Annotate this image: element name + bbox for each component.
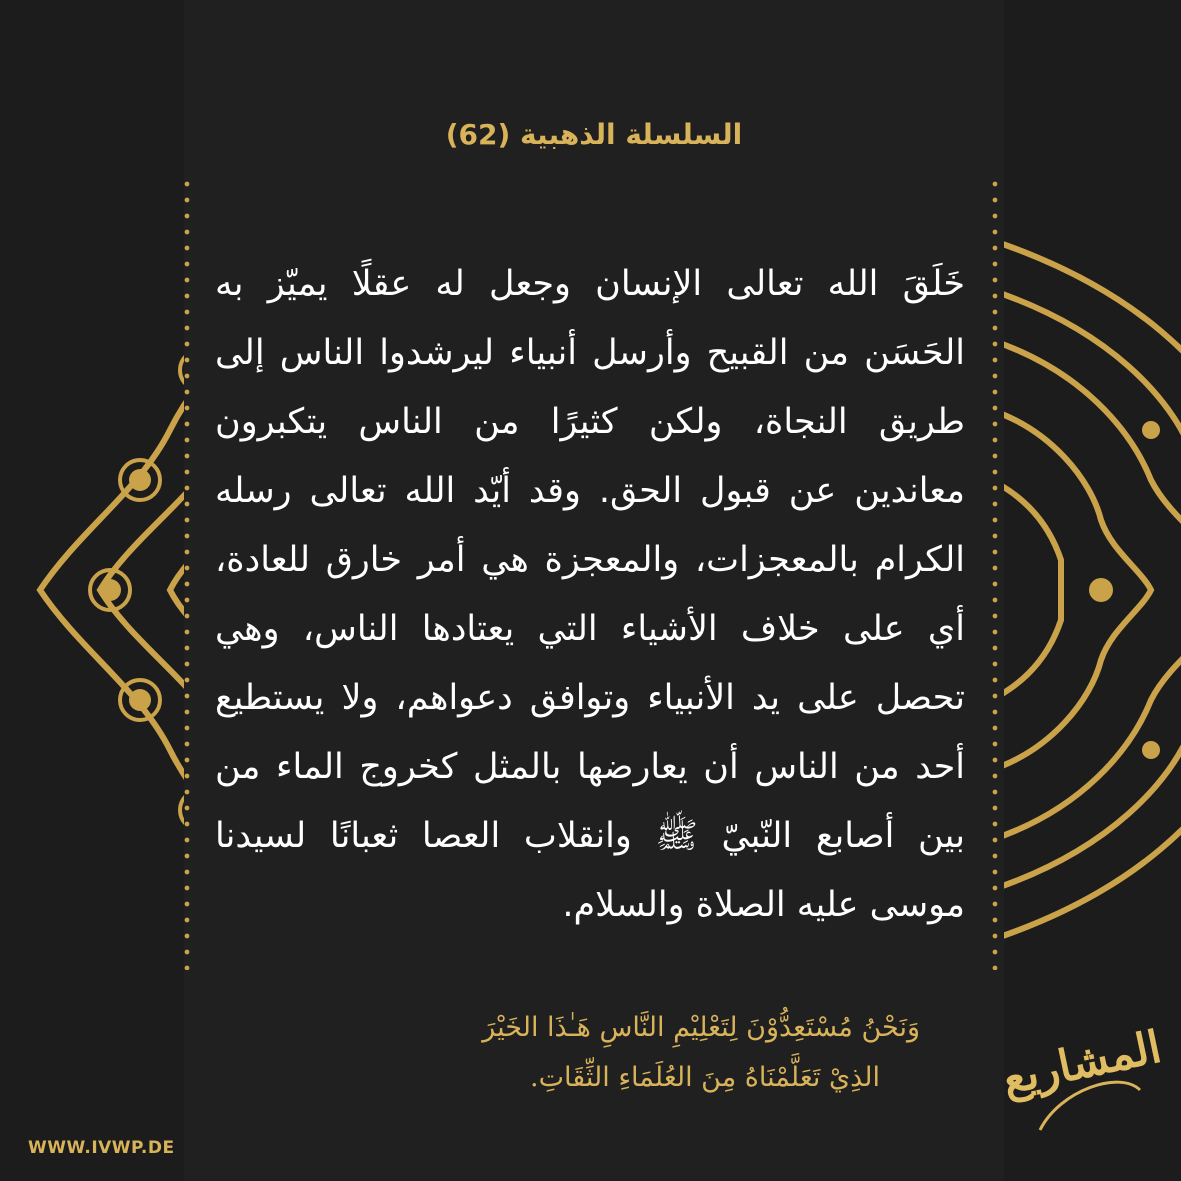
- border-dot: [185, 630, 190, 635]
- border-dot: [185, 934, 190, 939]
- border-dot: [185, 438, 190, 443]
- border-dot: [993, 230, 998, 235]
- border-dot: [993, 326, 998, 331]
- border-dot: [185, 662, 190, 667]
- border-dot: [993, 966, 998, 970]
- border-dot: [185, 358, 190, 363]
- border-dot: [993, 358, 998, 363]
- border-dot: [185, 246, 190, 251]
- border-dot: [185, 294, 190, 299]
- border-dot: [993, 278, 998, 283]
- border-dot: [993, 902, 998, 907]
- border-dot: [185, 486, 190, 491]
- border-dot: [993, 678, 998, 683]
- border-dot: [185, 470, 190, 475]
- border-dot: [185, 422, 190, 427]
- border-dot: [993, 726, 998, 731]
- border-dot: [185, 822, 190, 827]
- border-dot: [993, 710, 998, 715]
- border-dot: [993, 502, 998, 507]
- border-dot: [993, 182, 998, 187]
- border-dot: [993, 886, 998, 891]
- border-dot: [185, 918, 190, 923]
- border-dot: [993, 870, 998, 875]
- series-title: السلسلة الذهبية (62): [445, 118, 743, 151]
- border-dot: [993, 822, 998, 827]
- website-url: WWW.IVWP.DE: [28, 1138, 175, 1158]
- border-dot: [185, 758, 190, 763]
- border-dot: [185, 262, 190, 267]
- border-dot: [185, 678, 190, 683]
- border-dot: [993, 918, 998, 923]
- border-dot: [185, 278, 190, 283]
- border-dot: [185, 502, 190, 507]
- border-dot: [185, 534, 190, 539]
- main-paragraph: خَلَقَ الله تعالى الإنسان وجعل له عقلًا يميّز به الحَسَن من القبيح وأرسل أنبياء ليرشدوا الناس إلى طريق النجاة، ولكن كثيرًا من الناس يتكبرون معاندين عن قبول الحق. وقد أيّد الله تعالى رسله الكرام بالمعجزات، والمعجزة هي أمر خارق للعادة، أي على خلاف الأشياء التي يعتادها الناس، وهي تحصل على يد الأنبياء وتوافق دعواهم، ولا يستطيع أحد من الناس أن يعارضها بالمثل كخروج الماء من بين أصابع النّبيّ ﷺ وانقلاب العصا ثعبانًا لسيدنا موسى عليه الصلاة والسلام.: [215, 264, 965, 925]
- border-dot: [993, 246, 998, 251]
- closing-quote: [200, 1003, 920, 1103]
- dotted-border-right: [992, 180, 998, 970]
- border-dot: [185, 950, 190, 955]
- border-dot: [993, 694, 998, 699]
- dotted-border-left: [184, 180, 190, 970]
- border-dot: [993, 806, 998, 811]
- border-dot: [993, 486, 998, 491]
- border-dot: [993, 950, 998, 955]
- border-dot: [993, 470, 998, 475]
- border-dot: [993, 390, 998, 395]
- border-dot: [993, 758, 998, 763]
- border-dot: [185, 726, 190, 731]
- border-dot: [993, 294, 998, 299]
- border-dot: [185, 790, 190, 795]
- border-dot: [185, 598, 190, 603]
- border-dot: [185, 326, 190, 331]
- border-dot: [993, 198, 998, 203]
- border-dot: [185, 550, 190, 555]
- border-dot: [993, 262, 998, 267]
- border-dot: [185, 838, 190, 843]
- border-dot: [993, 614, 998, 619]
- border-dot: [993, 310, 998, 315]
- border-dot: [185, 870, 190, 875]
- border-dot: [993, 566, 998, 571]
- border-dot: [185, 406, 190, 411]
- border-dot: [993, 582, 998, 587]
- border-dot: [185, 310, 190, 315]
- border-dot: [185, 198, 190, 203]
- border-dot: [185, 902, 190, 907]
- border-dot: [185, 854, 190, 859]
- border-dot: [185, 518, 190, 523]
- border-dot: [993, 534, 998, 539]
- border-dot: [993, 406, 998, 411]
- border-dot: [993, 790, 998, 795]
- border-dot: [993, 550, 998, 555]
- border-dot: [993, 838, 998, 843]
- border-dot: [993, 438, 998, 443]
- border-dot: [993, 630, 998, 635]
- border-dot: [185, 646, 190, 651]
- quote-line-2: الذِيْ تَعَلَّمْنَاهُ مِنَ العُلَمَاءِ الثِّقَاتِ.: [530, 1062, 880, 1093]
- border-dot: [993, 934, 998, 939]
- border-dot: [993, 518, 998, 523]
- border-dot: [993, 774, 998, 779]
- border-dot: [993, 646, 998, 651]
- border-dot: [185, 390, 190, 395]
- border-dot: [185, 774, 190, 779]
- border-dot: [993, 214, 998, 219]
- logo-calligraphy-text: المشاريع: [997, 1021, 1166, 1105]
- border-dot: [993, 598, 998, 603]
- border-dot: [185, 614, 190, 619]
- border-dot: [185, 582, 190, 587]
- border-dot: [993, 454, 998, 459]
- border-dot: [993, 374, 998, 379]
- border-dot: [993, 742, 998, 747]
- border-dot: [185, 214, 190, 219]
- border-dot: [185, 342, 190, 347]
- border-dot: [185, 694, 190, 699]
- border-dot: [993, 342, 998, 347]
- border-dot: [185, 374, 190, 379]
- border-dot: [185, 454, 190, 459]
- border-dot: [185, 886, 190, 891]
- border-dot: [185, 230, 190, 235]
- quote-line-1: وَنَحْنُ مُسْتَعِدُّوْنَ لِتَعْلِيْمِ النَّاسِ هَـٰذَا الخَيْرَ: [482, 1012, 920, 1043]
- border-dot: [993, 662, 998, 667]
- border-dot: [185, 806, 190, 811]
- border-dot: [993, 854, 998, 859]
- border-dot: [185, 710, 190, 715]
- border-dot: [185, 966, 190, 970]
- border-dot: [185, 566, 190, 571]
- border-dot: [993, 422, 998, 427]
- border-dot: [185, 182, 190, 187]
- border-dot: [185, 742, 190, 747]
